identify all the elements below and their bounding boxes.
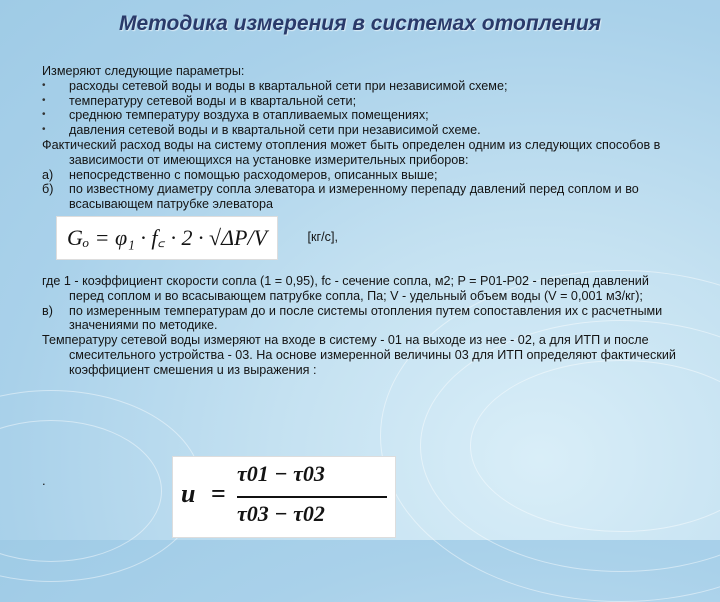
mixing-formula-denominator: τ03 − τ02	[237, 501, 325, 526]
bullet-marker: •	[42, 79, 46, 91]
trailing-dot: .	[42, 473, 46, 488]
background-ripple	[0, 420, 162, 562]
mixing-formula	[172, 456, 396, 538]
item-text: по известному диаметру сопла элеватора и измеренному перепаду давлений перед соплом и во всасывающем патрубке элеватора	[69, 182, 639, 212]
slide-title: Методика измерения в системах отопления	[118, 12, 602, 35]
method-item-b	[42, 182, 682, 212]
bullet-marker: •	[42, 109, 46, 121]
flow-formula: Gₒ = φ₁ · f꜀ · 2 · √ΔP/V	[56, 216, 278, 260]
bullet-text: среднюю температуру воздуха в отапливаемых помещениях;	[69, 108, 429, 123]
temperature-paragraph: Температуру сетевой воды измеряют на входе в систему - 01 на выходе из нее - 02, а для ИТП и после смесительного устройства - 03. На основе измеренной величины 03 для ИТП определяют фактический коэффициент смешения u из выражения :	[42, 333, 676, 377]
mixing-formula-equals: =	[211, 479, 226, 508]
item-marker: в)	[42, 303, 53, 318]
bullet-item	[42, 123, 682, 138]
item-text: по измеренным температурам до и после системы отопления путем сопоставления их с расчетными значениями по методике.	[69, 303, 663, 333]
bullet-text: температуру сетевой воды и в квартальной сети;	[69, 93, 357, 108]
bullet-item	[42, 79, 682, 94]
bullet-text: давления сетевой воды и в квартальной сети при независимой схеме.	[69, 123, 481, 138]
fraction-bar	[237, 496, 387, 498]
mixing-formula-lhs: u	[181, 479, 196, 508]
item-marker: а)	[42, 167, 54, 182]
method-paragraph: Фактический расход воды на систему отопления может быть определен одним из следующих способов в зависимости от имеющихся на установке измерительных приборов:	[42, 137, 661, 167]
bullet-text: расходы сетевой воды и воды в квартальной сети при независимой схеме;	[69, 78, 508, 93]
bullet-item	[42, 94, 682, 109]
where-paragraph: где 1 - коэффициент скорости сопла (1 = 0,95), fc - сечение сопла, м2; P = P01-P02 - перепад давлений перед соплом и во всасывающем патрубке сопла, Па; V - удельный объем воды (V = 0,001 м3/кг);	[42, 273, 649, 303]
method-item-c	[42, 304, 682, 334]
flow-formula-unit: [кг/с],	[307, 229, 338, 244]
mixing-formula-numerator: τ01 − τ03	[237, 461, 325, 486]
bullet-marker: •	[42, 124, 46, 136]
item-marker: б)	[42, 182, 54, 197]
bullet-marker: •	[42, 94, 46, 106]
flow-formula-row	[42, 212, 682, 266]
background-ripple	[470, 360, 720, 532]
method-item-a	[42, 168, 682, 183]
intro-text: Измеряют следующие параметры:	[42, 64, 245, 78]
slide-body	[42, 64, 682, 378]
bullet-item	[42, 108, 682, 123]
item-text: непосредственно с помощью расходомеров, описанных выше;	[69, 167, 438, 182]
